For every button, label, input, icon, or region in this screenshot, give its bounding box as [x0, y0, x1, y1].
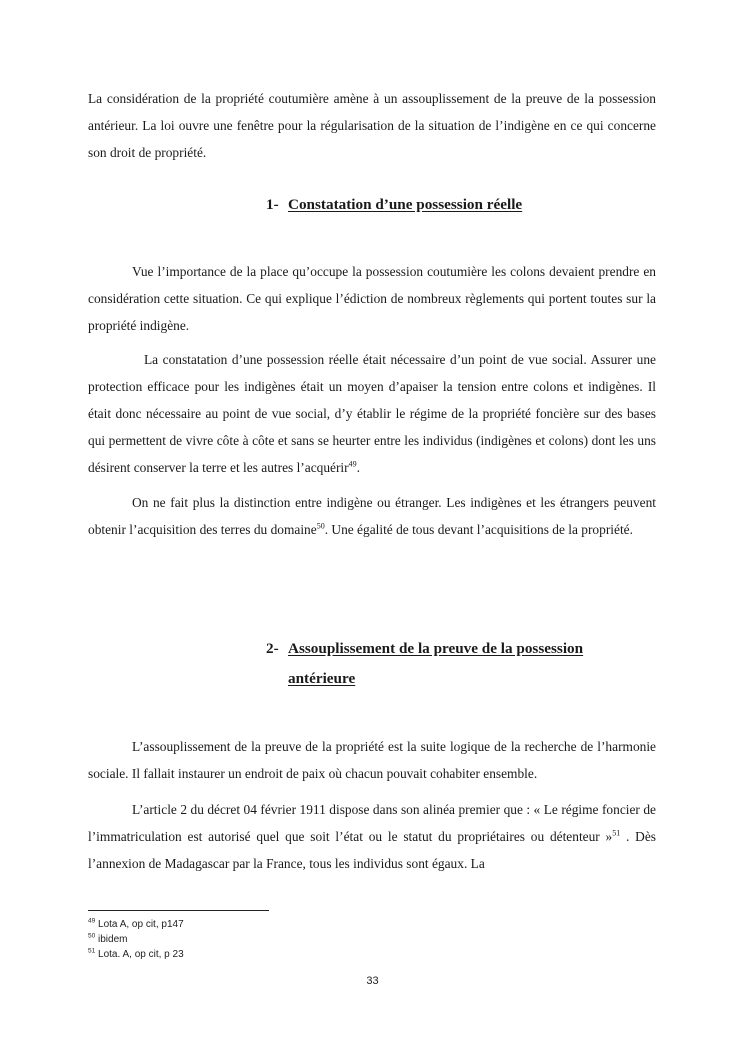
section-heading-1-title: Constatation d’une possession réelle: [288, 196, 523, 213]
section-heading-2-number: 2-: [266, 640, 279, 657]
page-number: 33: [366, 975, 379, 987]
footnote-ref-51: 51: [612, 828, 621, 838]
footnote-51: $^{51}$ Lota. A, op cit, p 23: [88, 947, 184, 960]
intro-paragraph: La considération de la propriété coutumière amène à un assouplissement de la preuve de la possession antérieur. La loi ouvre une fenêtre pour la régularisation de la situation de l’indigène en ce qui concerne son droit de propriété.: [88, 91, 656, 160]
paragraph-2: La constatation d’une possession réelle était nécessaire d’un point de vue social. Assurer une protection efficace pour les indigènes était un moyen d’apaiser la tension entre colons et indigènes. Il était donc nécessaire au point de vue social, d’y établir le régime de la propriété foncière sur des bases qui permettent de vivre côte à côte et sans se heurter entre les individus (indigènes et colons) dont les uns désirent conserver la terre et les autres l’acquérir$^{49}$.: [88, 352, 656, 475]
paragraph-1: Vue l’importance de la place qu’occupe la possession coutumière les colons devaient prendre en considération cette situation. Ce qui explique l’édiction de nombreux règlements qui portent toutes sur la propriété indigène.: [88, 264, 656, 333]
footnote-49: $^{49}$ Lota A, op cit, p147: [88, 917, 184, 930]
paragraph-5: L’article 2 du décret 04 février 1911 dispose dans son alinéa premier que : « Le régime foncier de l’immatriculation est autorisé quel que soit l’état ou le statut du propriétaires ou détenteur »$^{51}$ . Dès l’annexion de Madagascar par la France, tous les individus sont égaux. La: [88, 802, 656, 871]
section-heading-1-number: 1-: [266, 196, 279, 213]
footnote-separator: [88, 910, 269, 911]
footnote-50: $^{50}$ ibidem: [88, 932, 128, 945]
paragraph-4: L’assouplissement de la preuve de la propriété est la suite logique de la recherche de l’harmonie sociale. Il fallait instaurer un endroit de paix où chacun pouvait cohabiter ensemble.: [88, 739, 656, 781]
section-heading-2-title-line-2: antérieure: [288, 670, 356, 687]
paragraph-3: On ne fait plus la distinction entre indigène ou étranger. Les indigènes et les étrangers peuvent obtenir l’acquisition des terres du domaine$^{50}$. Une égalité de tous devant l’acquisitions de la propriété.: [88, 495, 656, 537]
footnote-ref-50: 50: [316, 521, 325, 531]
section-heading-2-title-line-1: Assouplissement de la preuve de la possession: [288, 640, 584, 657]
footnote-ref-49: 49: [348, 459, 357, 469]
